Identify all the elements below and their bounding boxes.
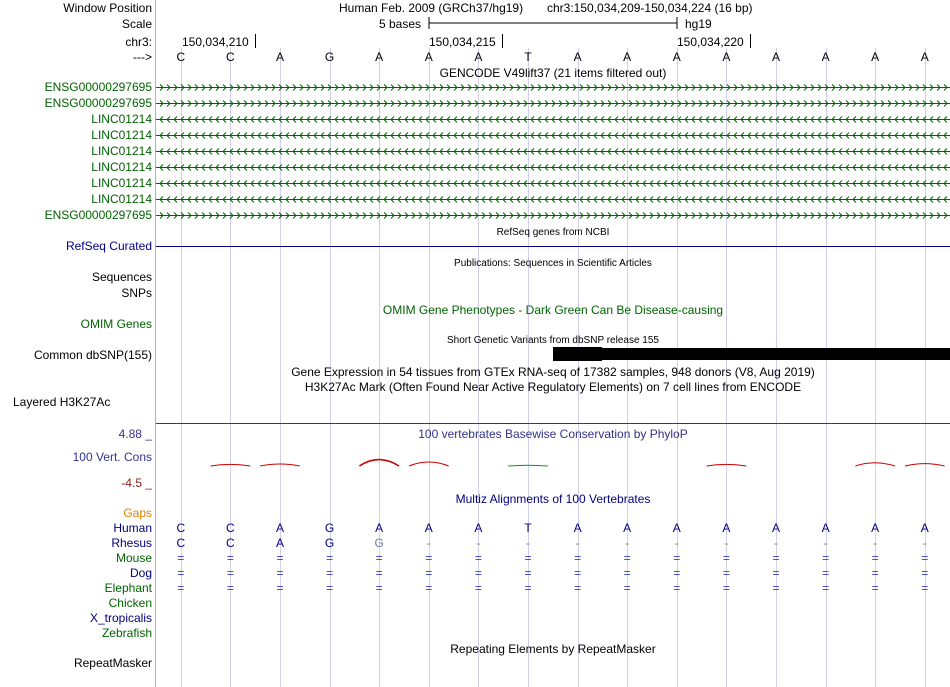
track-label-dbsnp[interactable]: Common dbSNP(155) <box>33 348 152 362</box>
scale-db: hg19 <box>685 17 712 31</box>
alignment-cell-elephant: = <box>822 581 830 595</box>
gencode-transcript <box>156 101 950 107</box>
alignment-cell-human: C <box>226 521 235 535</box>
scale-text: 5 bases <box>379 17 422 31</box>
alignment-cell-rhesus: - <box>575 536 580 550</box>
base-letter: A <box>474 50 483 64</box>
gencode-transcript <box>156 181 950 187</box>
alignment-cell-human: A <box>375 521 384 535</box>
track-label-sequences[interactable]: Sequences <box>91 270 152 284</box>
alignment-cell-elephant: = <box>425 581 433 595</box>
alignment-cell-human: A <box>920 521 929 535</box>
coord-tick <box>255 34 256 48</box>
alignment-cell-human: A <box>623 521 632 535</box>
dbsnp-variant-thick[interactable] <box>553 347 602 361</box>
track-label-gencode-4[interactable]: LINC01214 <box>91 128 152 142</box>
conservation-peak <box>211 464 251 466</box>
alignment-cell-rhesus: - <box>724 536 729 550</box>
track-label-refseq[interactable]: RefSeq Curated <box>65 239 152 253</box>
base-letter: C <box>176 50 186 64</box>
alignment-cell-rhesus: - <box>625 536 630 550</box>
alignment-cell-dog: = <box>226 566 234 580</box>
alignment-cell-mouse: = <box>474 551 482 565</box>
alignment-cell-rhesus: - <box>525 536 530 550</box>
coord-label: 150,034,215 <box>429 35 496 49</box>
alignment-cell-mouse: = <box>276 551 284 565</box>
omim-track-title: OMIM Gene Phenotypes - Dark Green Can Be Disease-causing <box>382 303 724 317</box>
base-letter: A <box>672 50 681 64</box>
alignment-cell-dog: = <box>871 566 879 580</box>
track-label-sp-xtrop[interactable]: X_tropicalis <box>89 611 152 625</box>
alignment-cell-rhesus: - <box>922 536 927 550</box>
alignment-cell-human: A <box>672 521 681 535</box>
layered-h3k27ac-label: Layered H3K27Ac <box>13 395 111 409</box>
track-label-gencode-8[interactable]: LINC01214 <box>91 192 152 206</box>
track-label-repeatmasker[interactable]: RepeatMasker <box>73 656 152 670</box>
track-label-cons-min[interactable]: -4.5 _ <box>121 476 152 490</box>
alignment-cell-rhesus: A <box>275 536 284 550</box>
alignment-cell-mouse: = <box>871 551 879 565</box>
alignment-cell-dog: = <box>425 566 433 580</box>
refseq-track-title: RefSeq genes from NCBI <box>496 227 610 238</box>
alignment-cell-mouse: = <box>772 551 780 565</box>
gencode-transcript <box>156 165 950 171</box>
gencode-tracks[interactable] <box>156 80 950 224</box>
alignment-cell-rhesus: - <box>674 536 679 550</box>
alignment-cell-dog: = <box>822 566 830 580</box>
alignment-cell-elephant: = <box>524 581 532 595</box>
position-range: chr3:150,034,209-150,034,224 (16 bp) <box>547 1 753 15</box>
alignment-cell-human: A <box>771 521 780 535</box>
alignment-cell-elephant: = <box>326 581 334 595</box>
gencode-transcript <box>156 213 950 219</box>
alignment-cell-mouse: = <box>574 551 582 565</box>
gencode-transcript <box>156 197 950 203</box>
alignment-cell-dog: = <box>524 566 532 580</box>
base-letter: T <box>524 50 532 64</box>
alignment-cell-dog: = <box>574 566 582 580</box>
alignment-cell-dog: = <box>177 566 185 580</box>
track-label-omim[interactable]: OMIM Genes <box>80 317 152 331</box>
alignment-cell-human: A <box>424 521 433 535</box>
conservation-peak <box>359 460 399 466</box>
track-label-sp-dog[interactable]: Dog <box>129 566 152 580</box>
track-label-gencode-7[interactable]: LINC01214 <box>91 176 152 190</box>
alignment-cell-mouse: = <box>623 551 631 565</box>
track-label-gencode-5[interactable]: LINC01214 <box>91 144 152 158</box>
alignment-cell-elephant: = <box>673 581 681 595</box>
base-letter: A <box>771 50 780 64</box>
alignment-cell-rhesus: - <box>823 536 828 550</box>
alignment-cell-elephant: = <box>574 581 582 595</box>
alignment-cell-human: C <box>176 521 186 535</box>
track-label-gencode-9[interactable]: ENSG00000297695 <box>44 208 152 222</box>
conservation-peak <box>409 462 449 466</box>
alignment-cell-elephant: = <box>871 581 879 595</box>
alignment-cell-rhesus: - <box>476 536 481 550</box>
conservation-peak <box>707 464 747 466</box>
base-letter: C <box>226 50 235 64</box>
track-label-sp-chicken[interactable]: Chicken <box>108 596 152 610</box>
browser-image-panel[interactable] <box>156 0 950 687</box>
conservation-peak <box>508 465 548 466</box>
alignment-cell-mouse: = <box>425 551 433 565</box>
base-letter: A <box>722 50 731 64</box>
alignment-cell-mouse: = <box>822 551 830 565</box>
gencode-transcript <box>156 149 950 155</box>
base-letter: A <box>275 50 284 64</box>
alignment-cell-mouse: = <box>226 551 234 565</box>
base-letter: A <box>871 50 880 64</box>
track-label-gencode-6[interactable]: LINC01214 <box>91 160 152 174</box>
alignment-cell-mouse: = <box>375 551 383 565</box>
alignment-cell-rhesus: G <box>374 536 384 550</box>
alignment-cell-dog: = <box>474 566 482 580</box>
alignment-cell-dog: = <box>326 566 334 580</box>
alignment-cell-dog: = <box>722 566 730 580</box>
gencode-transcript <box>156 85 950 91</box>
gencode-transcript <box>156 133 950 139</box>
track-label-cons-max[interactable]: 4.88 _ <box>118 427 152 441</box>
track-label-cons-name[interactable]: 100 Vert. Cons <box>72 450 152 464</box>
alignment-cell-human: A <box>722 521 731 535</box>
alignment-cell-dog: = <box>276 566 284 580</box>
alignment-cell-elephant: = <box>772 581 780 595</box>
alignment-cell-rhesus: - <box>773 536 778 550</box>
phylop-track-title: 100 vertebrates Basewise Conservation by PhyloP <box>418 427 688 441</box>
coord-tick <box>502 34 503 48</box>
alignment-cell-human: A <box>821 521 830 535</box>
track-label-sp-human[interactable]: Human <box>113 521 152 535</box>
refseq-gene-line[interactable] <box>156 246 950 247</box>
alignment-cell-rhesus: C <box>176 536 186 550</box>
alignment-cell-mouse: = <box>326 551 334 565</box>
alignment-cell-elephant: = <box>375 581 383 595</box>
track-labels-panel <box>0 0 156 687</box>
h3k27ac-track-title: H3K27Ac Mark (Often Found Near Active Regulatory Elements) on 7 cell lines from ENCODE <box>304 380 802 394</box>
track-label-sp-mouse[interactable]: Mouse <box>115 551 152 565</box>
assembly-title: Human Feb. 2009 (GRCh37/hg19) <box>339 1 524 15</box>
track-label-strand[interactable]: ---> <box>133 50 152 64</box>
alignment-cell-mouse: = <box>524 551 532 565</box>
scale-bar <box>428 16 680 30</box>
alignment-cell-human: G <box>324 521 335 535</box>
track-label-chrom[interactable]: chr3: <box>125 35 152 49</box>
alignment-cell-elephant: = <box>474 581 482 595</box>
track-label-sp-elephant[interactable]: Elephant <box>104 581 152 595</box>
alignment-cell-dog: = <box>375 566 383 580</box>
alignment-cell-dog: = <box>921 566 929 580</box>
dbsnp-track-title: Short Genetic Variants from dbSNP release 155 <box>447 335 659 346</box>
coord-tick <box>750 34 751 48</box>
track-label-snps[interactable]: SNPs <box>121 286 152 300</box>
repeatmasker-track-title: Repeating Elements by RepeatMasker <box>450 642 656 656</box>
alignment-cell-dog: = <box>673 566 681 580</box>
coord-label: 150,034,220 <box>677 35 744 49</box>
alignment-cell-dog: = <box>772 566 780 580</box>
conservation-peak <box>855 463 895 466</box>
alignment-cell-elephant: = <box>226 581 234 595</box>
alignment-cell-elephant: = <box>276 581 284 595</box>
track-label-sp-rhesus[interactable]: Rhesus <box>111 536 152 550</box>
alignment-cell-human: T <box>524 521 532 535</box>
gencode-track-title: GENCODE V49lift37 (21 items filtered out) <box>439 66 667 80</box>
alignment-cell-human: A <box>474 521 483 535</box>
conservation-graph[interactable] <box>156 440 950 485</box>
multiz-track-title: Multiz Alignments of 100 Vertebrates <box>455 492 651 506</box>
alignment-cell-mouse: = <box>177 551 185 565</box>
alignment-cell-mouse: = <box>673 551 681 565</box>
track-label-gencode-3[interactable]: LINC01214 <box>91 112 152 126</box>
base-letter: G <box>324 50 335 64</box>
alignment-cell-elephant: = <box>722 581 730 595</box>
conservation-peak <box>260 464 300 466</box>
dbsnp-variant-bar[interactable] <box>553 348 950 360</box>
alignment-cell-mouse: = <box>722 551 730 565</box>
track-label-window-position[interactable]: Window Position <box>63 1 152 15</box>
alignment-cell-human: A <box>871 521 880 535</box>
base-letter: A <box>375 50 384 64</box>
gencode-transcript <box>156 117 950 123</box>
base-letter: A <box>573 50 582 64</box>
alignment-cell-rhesus: - <box>873 536 878 550</box>
base-letter: A <box>821 50 830 64</box>
alignment-cell-mouse: = <box>921 551 929 565</box>
publications-track-title: Publications: Sequences in Scientific Articles <box>454 258 652 269</box>
track-label-gaps[interactable]: Gaps <box>123 506 152 520</box>
base-letter: A <box>920 50 929 64</box>
gtex-track-title: Gene Expression in 54 tissues from GTEx RNA-seq of 17382 samples, 948 donors (V8, Aug 2019) <box>291 365 815 379</box>
conservation-top-line <box>156 423 950 424</box>
track-label-gencode-2[interactable]: ENSG00000297695 <box>44 96 152 110</box>
alignment-cell-elephant: = <box>177 581 185 595</box>
track-label-gencode-1[interactable]: ENSG00000297695 <box>44 80 152 94</box>
alignment-cell-human: A <box>573 521 582 535</box>
conservation-peak <box>905 464 945 466</box>
track-label-sp-zebrafish[interactable]: Zebrafish <box>101 626 152 640</box>
alignment-cell-rhesus: C <box>226 536 235 550</box>
alignment-cell-rhesus: - <box>426 536 431 550</box>
alignment-cell-elephant: = <box>921 581 929 595</box>
alignment-cell-human: A <box>275 521 284 535</box>
alignment-cell-elephant: = <box>623 581 631 595</box>
coord-label: 150,034,210 <box>182 35 249 49</box>
base-letter: A <box>623 50 632 64</box>
alignment-cell-rhesus: G <box>324 536 335 550</box>
alignment-cell-dog: = <box>623 566 631 580</box>
track-label-scale[interactable]: Scale <box>121 17 152 31</box>
base-letter: A <box>424 50 433 64</box>
